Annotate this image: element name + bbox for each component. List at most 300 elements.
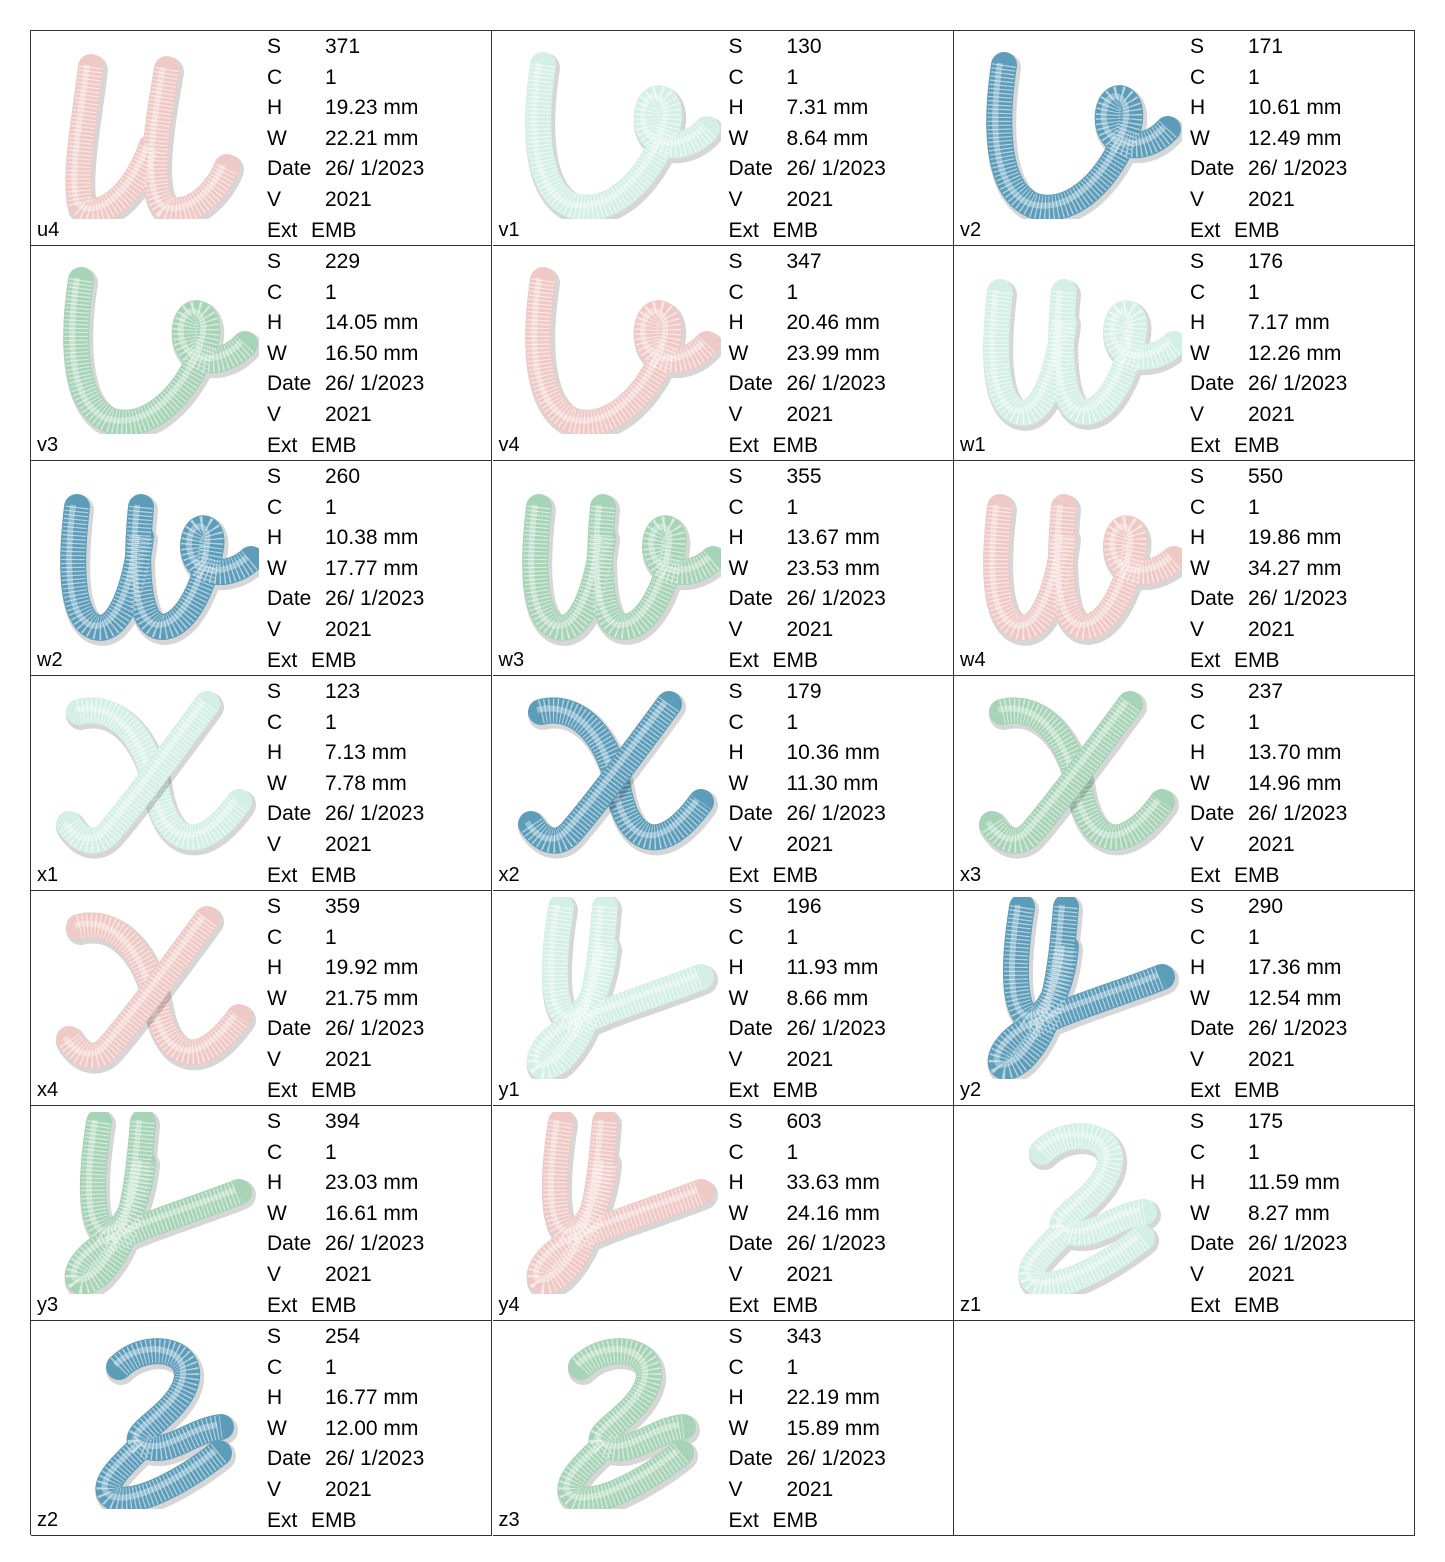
letter-v-stitch-art — [962, 37, 1182, 219]
design-info — [267, 678, 424, 892]
info-value: 1 — [786, 710, 799, 734]
design-cell — [493, 461, 954, 676]
info-value: EMB — [1234, 648, 1280, 672]
info-row-c — [267, 64, 424, 95]
info-row-c — [267, 494, 424, 525]
design-code: x1 — [37, 864, 59, 886]
info-value: 1 — [1248, 710, 1260, 734]
design-info — [1190, 1108, 1347, 1322]
empty-cell — [954, 1321, 1415, 1536]
info-row-v — [1190, 831, 1347, 862]
info-row-c — [267, 924, 424, 955]
info-value: 2021 — [1248, 617, 1295, 641]
info-label: V — [728, 402, 743, 426]
design-info — [1190, 678, 1347, 892]
design-preview — [39, 252, 259, 434]
info-value: 22.19 mm — [786, 1386, 880, 1410]
info-label: C — [267, 710, 283, 734]
info-row-w — [1190, 985, 1347, 1016]
info-value: 130 — [786, 35, 822, 58]
design-cell — [493, 891, 954, 1106]
info-row-s — [267, 248, 424, 279]
info-label: C — [1190, 65, 1206, 89]
info-value: 26/ 1/2023 — [325, 1017, 425, 1041]
info-row-v — [267, 1261, 424, 1292]
info-value: 26/ 1/2023 — [1248, 1232, 1348, 1256]
info-row-h — [267, 1384, 424, 1415]
info-label: S — [1190, 35, 1205, 58]
info-label: C — [1190, 1140, 1206, 1164]
info-value: 34.27 mm — [1248, 556, 1342, 580]
info-value: 26/ 1/2023 — [786, 1447, 886, 1471]
info-label: Date — [1190, 587, 1235, 611]
info-row-h — [1190, 1169, 1347, 1200]
info-value: 19.23 mm — [325, 96, 419, 120]
info-label: C — [728, 1355, 744, 1379]
info-label: H — [267, 741, 283, 765]
info-label: H — [728, 741, 744, 765]
info-value: 26/ 1/2023 — [325, 372, 425, 396]
info-value: 7.17 mm — [1248, 311, 1330, 335]
design-preview — [501, 682, 721, 864]
info-row-w — [267, 1200, 424, 1231]
info-label: W — [728, 556, 749, 580]
info-row-ext — [1190, 1292, 1347, 1323]
letter-y-stitch-art — [962, 897, 1182, 1079]
info-value: 10.61 mm — [1248, 96, 1342, 120]
info-label: H — [1190, 1171, 1206, 1195]
info-row-ext — [1190, 1077, 1347, 1108]
design-code: v4 — [498, 434, 520, 456]
info-value: 7.13 mm — [325, 741, 407, 765]
info-label: V — [1190, 832, 1205, 856]
design-preview — [962, 467, 1182, 649]
info-label: Date — [728, 1232, 773, 1256]
info-value: EMB — [311, 648, 357, 672]
info-row-w — [729, 125, 886, 156]
info-row-w — [267, 770, 424, 801]
info-value: 1 — [1248, 280, 1260, 304]
info-label: S — [1190, 1110, 1205, 1133]
info-value: 26/ 1/2023 — [325, 587, 425, 611]
info-row-h — [1190, 309, 1347, 340]
info-row-ext — [1190, 217, 1347, 248]
info-label: S — [728, 1325, 743, 1348]
info-row-h — [1190, 739, 1347, 770]
info-value: 21.75 mm — [325, 986, 419, 1010]
letter-z-stitch-art — [962, 1112, 1182, 1294]
design-cell — [493, 31, 954, 246]
info-row-date — [729, 1445, 886, 1476]
info-row-w — [267, 125, 424, 156]
info-row-ext — [729, 432, 886, 463]
info-label: W — [267, 771, 287, 795]
info-value: 26/ 1/2023 — [1248, 802, 1348, 826]
design-preview — [39, 1112, 259, 1294]
info-value: 26/ 1/2023 — [786, 372, 886, 396]
info-row-date — [1190, 1015, 1347, 1046]
info-row-v — [1190, 186, 1347, 217]
design-info — [267, 248, 424, 462]
design-cell — [954, 891, 1415, 1106]
info-label: S — [267, 895, 282, 918]
design-preview — [39, 897, 259, 1079]
design-code: w1 — [960, 434, 986, 456]
design-preview — [39, 682, 259, 864]
info-row-w — [729, 1415, 886, 1446]
design-cell — [31, 31, 492, 246]
info-value: 123 — [325, 680, 361, 703]
info-label: Date — [1190, 1232, 1235, 1256]
info-value: 16.61 mm — [325, 1201, 419, 1225]
info-row-date — [267, 1230, 424, 1261]
info-row-s — [729, 1108, 886, 1139]
info-value: 1 — [786, 495, 799, 519]
info-row-v — [267, 616, 424, 647]
info-value: 2021 — [786, 617, 834, 641]
info-value: 26/ 1/2023 — [325, 1447, 425, 1471]
info-label: H — [267, 1171, 283, 1195]
info-row-ext — [729, 1292, 886, 1323]
info-value: 26/ 1/2023 — [325, 802, 425, 826]
info-label: H — [267, 956, 283, 980]
info-row-s — [1190, 678, 1347, 709]
design-code: v3 — [37, 434, 59, 456]
info-label: H — [728, 1386, 744, 1410]
design-code: z1 — [960, 1294, 982, 1316]
info-value: 8.66 mm — [786, 986, 869, 1010]
info-value: 1 — [1248, 1140, 1260, 1164]
info-value: 2021 — [786, 187, 834, 211]
info-label: C — [267, 280, 283, 304]
info-row-h — [729, 1384, 886, 1415]
info-value: 2021 — [1248, 832, 1295, 856]
design-preview — [39, 37, 259, 219]
info-value: 10.38 mm — [325, 526, 419, 550]
info-value: 603 — [786, 1110, 822, 1133]
info-label: V — [728, 617, 743, 641]
info-label: V — [267, 1477, 282, 1501]
info-label: H — [1190, 311, 1206, 335]
design-code: z3 — [498, 1509, 520, 1531]
info-label: Ext — [1190, 863, 1221, 887]
info-label: V — [728, 832, 743, 856]
info-row-c — [729, 1354, 886, 1385]
info-value: 1 — [1248, 65, 1260, 89]
info-label: C — [1190, 280, 1206, 304]
info-label: C — [267, 1140, 283, 1164]
info-row-c — [267, 279, 424, 310]
info-row-w — [729, 1200, 886, 1231]
info-label: Date — [1190, 1017, 1235, 1041]
design-code: u4 — [37, 219, 60, 241]
info-row-h — [1190, 954, 1347, 985]
info-value: 171 — [1248, 35, 1284, 58]
info-label: C — [728, 710, 744, 734]
letter-z-stitch-art — [39, 1327, 259, 1509]
info-row-h — [267, 954, 424, 985]
info-label: W — [267, 126, 287, 150]
info-row-s — [267, 1108, 424, 1139]
info-label: S — [728, 895, 743, 918]
info-value: 11.59 mm — [1248, 1171, 1340, 1195]
info-value: EMB — [1234, 433, 1280, 457]
design-cell — [954, 676, 1415, 891]
info-row-ext — [729, 862, 886, 893]
info-value: 237 — [1248, 680, 1284, 703]
info-value: 2021 — [325, 1047, 372, 1071]
design-preview — [962, 252, 1182, 434]
design-cell — [31, 891, 492, 1106]
info-value: 12.26 mm — [1248, 341, 1342, 365]
info-row-h — [729, 309, 886, 340]
info-row-v — [267, 186, 424, 217]
design-preview — [501, 252, 721, 434]
info-label: W — [1190, 126, 1210, 150]
info-value: 2021 — [325, 1477, 372, 1501]
design-catalog-table — [30, 30, 1415, 1535]
info-label: Ext — [1190, 648, 1221, 672]
info-row-v — [267, 1476, 424, 1507]
info-label: V — [728, 1477, 743, 1501]
design-info — [267, 33, 424, 247]
info-label: W — [728, 126, 749, 150]
info-label: V — [267, 1262, 282, 1286]
design-preview — [501, 37, 721, 219]
info-value: 23.53 mm — [786, 556, 880, 580]
info-value: 23.99 mm — [786, 341, 880, 365]
design-preview — [962, 682, 1182, 864]
info-label: Ext — [267, 1293, 298, 1317]
info-label: C — [728, 280, 744, 304]
info-value: 1 — [786, 1140, 799, 1164]
design-info — [1190, 248, 1347, 462]
info-value: 2021 — [1248, 402, 1295, 426]
info-value: 1 — [325, 1140, 337, 1164]
info-row-w — [267, 555, 424, 586]
letter-x-stitch-art — [39, 897, 259, 1079]
info-row-s — [729, 893, 886, 924]
info-row-w — [1190, 340, 1347, 371]
info-row-ext — [729, 217, 886, 248]
info-row-c — [1190, 64, 1347, 95]
design-code: y3 — [37, 1294, 59, 1316]
info-label: W — [1190, 341, 1210, 365]
info-label: Ext — [728, 1293, 759, 1317]
design-info — [729, 1108, 886, 1322]
info-label: Ext — [1190, 1293, 1221, 1317]
design-code: v2 — [960, 219, 982, 241]
info-label: S — [728, 35, 743, 58]
info-row-c — [729, 924, 886, 955]
info-label: Date — [267, 157, 312, 181]
info-label: Date — [1190, 157, 1235, 181]
info-value: EMB — [772, 433, 819, 457]
info-label: Date — [267, 1447, 312, 1471]
info-value: 550 — [1248, 465, 1284, 488]
info-row-h — [729, 739, 886, 770]
info-value: 175 — [1248, 1110, 1284, 1133]
info-label: S — [728, 1110, 743, 1133]
info-row-s — [729, 1323, 886, 1354]
info-label: W — [267, 341, 287, 365]
info-label: Ext — [728, 1508, 759, 1532]
info-value: 14.96 mm — [1248, 771, 1342, 795]
info-value: 26/ 1/2023 — [1248, 587, 1348, 611]
info-label: W — [728, 986, 749, 1010]
info-value: 20.46 mm — [786, 311, 880, 335]
design-preview — [501, 1112, 721, 1294]
info-row-c — [729, 279, 886, 310]
info-row-w — [1190, 555, 1347, 586]
info-label: C — [728, 495, 744, 519]
info-label: Date — [267, 1017, 312, 1041]
info-row-v — [729, 831, 886, 862]
design-info — [1190, 463, 1347, 677]
info-label: Date — [1190, 372, 1235, 396]
info-value: 13.70 mm — [1248, 741, 1342, 765]
info-value: 196 — [786, 895, 822, 918]
letter-x-stitch-art — [962, 682, 1182, 864]
info-value: 17.36 mm — [1248, 956, 1342, 980]
info-label: H — [1190, 956, 1206, 980]
info-label: W — [267, 1201, 287, 1225]
info-label: Ext — [267, 1078, 298, 1102]
info-row-w — [729, 770, 886, 801]
info-row-s — [267, 33, 424, 64]
design-info — [729, 248, 886, 462]
letter-v-stitch-art — [39, 252, 259, 434]
design-code: y1 — [498, 1079, 520, 1101]
design-cell — [31, 1106, 492, 1321]
info-label: Ext — [267, 1508, 298, 1532]
info-label: Date — [267, 1232, 312, 1256]
info-row-ext — [267, 217, 424, 248]
design-code: x3 — [960, 864, 982, 886]
info-label: H — [267, 311, 283, 335]
info-row-c — [729, 1139, 886, 1170]
info-row-h — [267, 524, 424, 555]
info-value: 2021 — [1248, 187, 1295, 211]
info-row-date — [267, 585, 424, 616]
info-value: 26/ 1/2023 — [786, 802, 886, 826]
letter-v-stitch-art — [501, 37, 721, 219]
info-value: 2021 — [1248, 1047, 1295, 1071]
info-row-date — [267, 800, 424, 831]
design-info — [267, 463, 424, 677]
design-code: w2 — [37, 649, 63, 671]
info-label: W — [267, 1416, 287, 1440]
info-row-ext — [267, 862, 424, 893]
info-row-v — [729, 1261, 886, 1292]
info-row-h — [729, 954, 886, 985]
info-row-ext — [267, 647, 424, 678]
info-value: 260 — [325, 465, 361, 488]
info-row-s — [1190, 33, 1347, 64]
info-value: 19.92 mm — [325, 956, 419, 980]
info-value: 1 — [325, 925, 337, 949]
design-code: y2 — [960, 1079, 982, 1101]
info-value: 1 — [325, 1355, 337, 1379]
info-value: 12.54 mm — [1248, 986, 1342, 1010]
info-row-c — [267, 709, 424, 740]
info-value: EMB — [1234, 218, 1280, 242]
info-value: 16.77 mm — [325, 1386, 419, 1410]
info-row-c — [1190, 1139, 1347, 1170]
info-value: 1 — [325, 495, 337, 519]
info-value: EMB — [311, 433, 357, 457]
info-row-c — [1190, 279, 1347, 310]
design-cell — [954, 31, 1415, 246]
info-row-s — [267, 893, 424, 924]
info-value: EMB — [772, 218, 819, 242]
info-label: W — [1190, 556, 1210, 580]
info-value: 1 — [786, 1355, 799, 1379]
info-value: 2021 — [325, 187, 372, 211]
info-row-s — [729, 33, 886, 64]
info-value: 1 — [786, 925, 799, 949]
info-value: 13.67 mm — [786, 526, 880, 550]
letter-y-stitch-art — [501, 1112, 721, 1294]
design-cell — [31, 676, 492, 891]
info-row-h — [729, 1169, 886, 1200]
info-row-ext — [1190, 432, 1347, 463]
info-row-date — [729, 585, 886, 616]
info-row-s — [729, 463, 886, 494]
design-info — [267, 1323, 424, 1537]
design-cell — [493, 246, 954, 461]
design-code: y4 — [498, 1294, 520, 1316]
info-value: 2021 — [786, 832, 834, 856]
info-row-date — [729, 370, 886, 401]
info-value: 1 — [786, 65, 799, 89]
info-value: 2021 — [1248, 1262, 1295, 1286]
info-row-v — [729, 186, 886, 217]
info-row-c — [267, 1354, 424, 1385]
info-label: Ext — [728, 1078, 759, 1102]
info-value: 16.50 mm — [325, 341, 419, 365]
info-value: 10.36 mm — [786, 741, 880, 765]
letter-u-stitch-art — [39, 37, 259, 219]
info-value: 254 — [325, 1325, 361, 1348]
info-value: 26/ 1/2023 — [325, 157, 425, 181]
info-row-h — [729, 524, 886, 555]
info-value: 179 — [786, 680, 822, 703]
info-row-date — [1190, 155, 1347, 186]
info-label: H — [267, 1386, 283, 1410]
info-value: 33.63 mm — [786, 1171, 880, 1195]
letter-w-stitch-art — [39, 467, 259, 649]
letter-w-stitch-art — [962, 252, 1182, 434]
design-info — [267, 1108, 424, 1322]
info-value: 371 — [325, 35, 361, 58]
info-label: W — [1190, 986, 1210, 1010]
info-value: 1 — [325, 280, 337, 304]
info-value: 2021 — [325, 832, 372, 856]
info-row-h — [1190, 524, 1347, 555]
info-row-v — [729, 616, 886, 647]
info-label: W — [728, 1416, 749, 1440]
info-row-s — [1190, 463, 1347, 494]
info-row-ext — [267, 432, 424, 463]
info-value: 8.27 mm — [1248, 1201, 1330, 1225]
info-label: S — [1190, 895, 1205, 918]
info-value: 17.77 mm — [325, 556, 419, 580]
info-label: C — [1190, 710, 1206, 734]
info-label: Date — [267, 372, 312, 396]
info-label: Ext — [267, 218, 298, 242]
info-label: Ext — [1190, 1078, 1221, 1102]
